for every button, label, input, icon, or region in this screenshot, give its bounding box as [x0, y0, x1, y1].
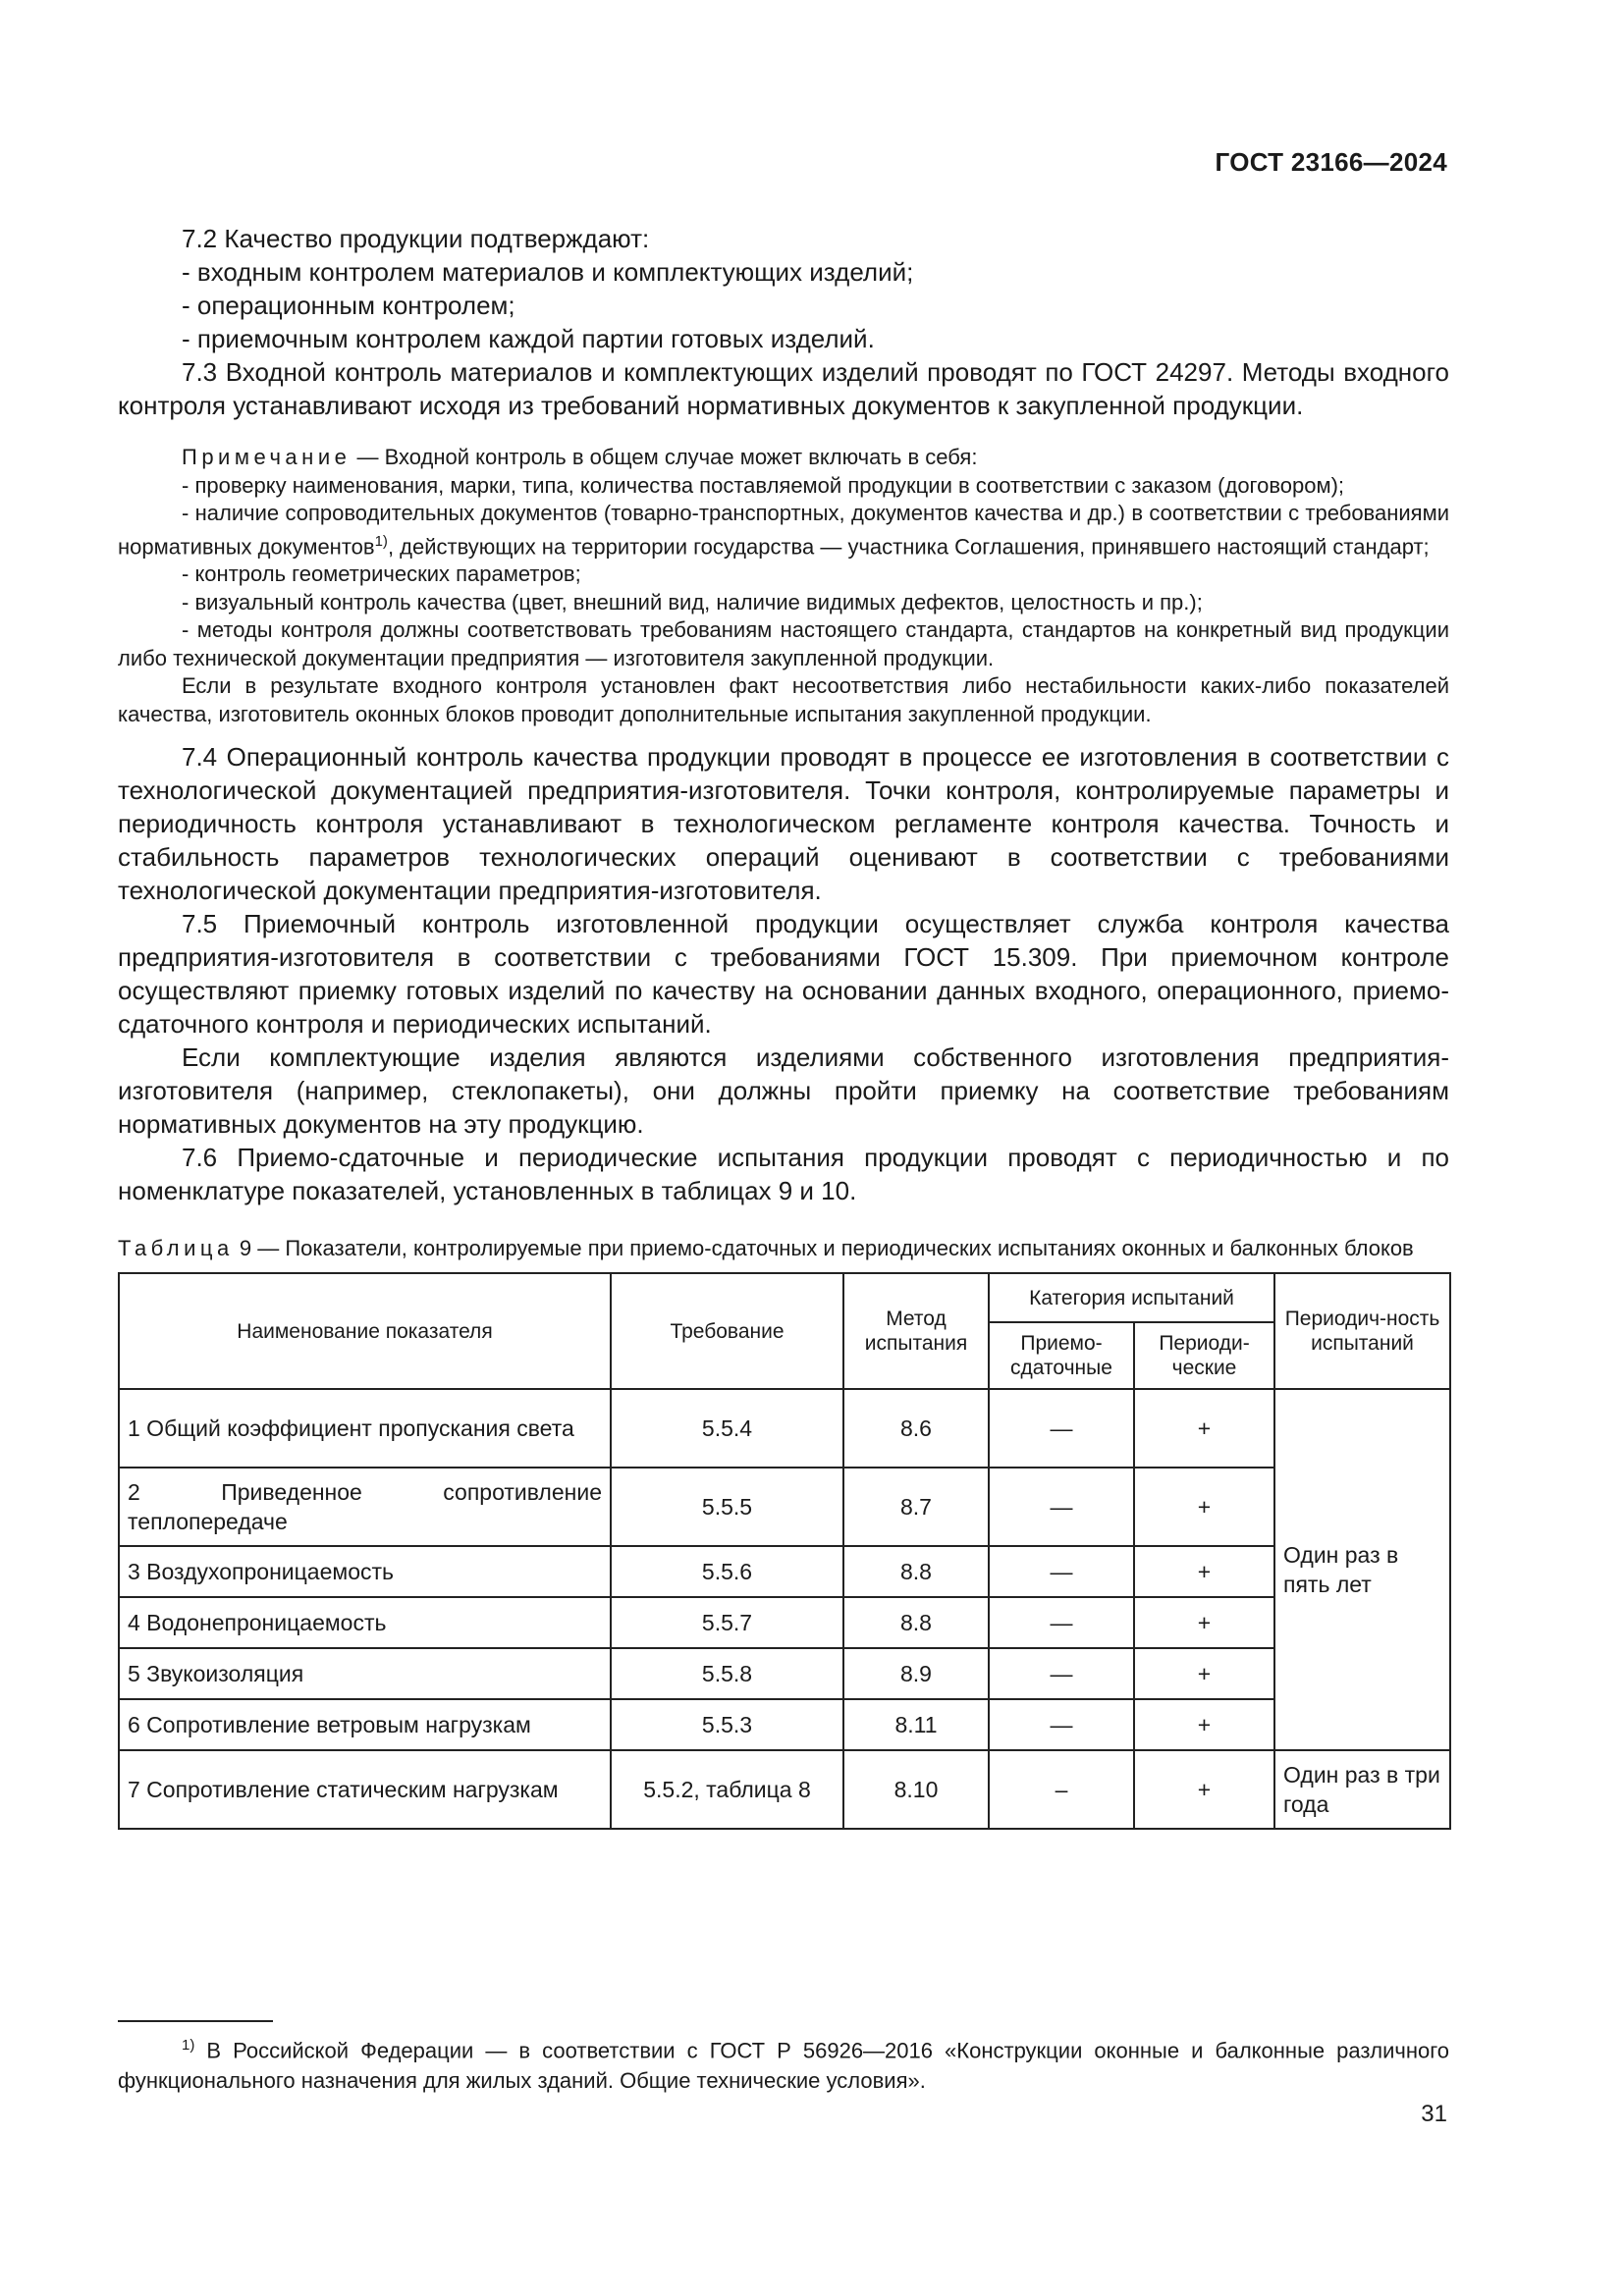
row-requirement: 5.5.5	[611, 1468, 843, 1546]
row-name	[119, 1468, 611, 1546]
row-name: 4 Водонепроницаемость	[119, 1597, 611, 1648]
document-number-header: ГОСТ 23166—2024	[1215, 147, 1447, 177]
row-requirement: 5.5.6	[611, 1546, 843, 1597]
section-7-6: 7.6 Приемо-сдаточные и периодические испытания продукции проводят с периодичностью и по номенклатуре показателей, установленных в таблицах 9 и 10.	[118, 1143, 1449, 1206]
page-body	[118, 222, 1449, 1830]
table-row	[119, 1699, 1450, 1750]
table-row	[119, 1648, 1450, 1699]
frequency-three-years-text: Один раз в три года	[1283, 1762, 1440, 1818]
row-method: 8.8	[843, 1597, 989, 1648]
note-item-1: - проверку наименования, марки, типа, количества поставляемой продукции в соответствии с заказом (договором);	[182, 472, 1345, 498]
note-intro	[118, 444, 1449, 472]
table-row	[119, 1468, 1450, 1546]
footnote-marker: 1)	[182, 2037, 195, 2054]
section-7-5-continued: Если комплектующие изделия являются изделиями собственного изготовления предприятия-изготовителя (например, стеклопакеты), они должны пройти приемку на соответствие требованиям нормативных документов на эту продукцию.	[118, 1042, 1449, 1140]
frequency-five-years	[1274, 1389, 1450, 1750]
section-7-3: 7.3 Входной контроль материалов и комплектующих изделий проводят по ГОСТ 24297. Методы входного контроля устанавливают исходя из требований нормативных документов к закупленной продукции.	[118, 357, 1449, 420]
header-acceptance: Приемо-сдаточные	[989, 1322, 1134, 1389]
row-method: 8.10	[843, 1750, 989, 1829]
row-name	[119, 1750, 611, 1829]
header-periodic: Периоди-ческие	[1134, 1322, 1274, 1389]
note-item-2	[118, 500, 1449, 561]
row-name: 6 Сопротивление ветровым нагрузкам	[119, 1699, 611, 1750]
row-periodic: +	[1134, 1597, 1274, 1648]
row-acceptance: —	[989, 1389, 1134, 1468]
row-requirement: 5.5.3	[611, 1699, 843, 1750]
row-method: 8.7	[843, 1468, 989, 1546]
table-row	[119, 1389, 1450, 1468]
header-test-category: Категория испытаний	[989, 1273, 1274, 1322]
header-requirement: Требование	[611, 1273, 843, 1389]
note-closing: Если в результате входного контроля установлен факт несоответствия либо нестабильности каких-либо показателей качества, изготовитель оконных блоков проводит дополнительные испытания закупленной продукции.	[118, 673, 1449, 726]
note-item-5: - методы контроля должны соответствовать требованиям настоящего стандарта, стандартов на конкретный вид продукции либо технической документации предприятия — изготовителя закупленной продукции.	[118, 617, 1449, 670]
row-requirement: 5.5.2, таблица 8	[611, 1750, 843, 1829]
row-acceptance: —	[989, 1468, 1134, 1546]
row-name: 5 Звукоизоляция	[119, 1648, 611, 1699]
table-9-caption-text: 9 — Показатели, контролируемые при приемо-сдаточных и периодических испытаниях оконных и балконных блоков	[233, 1236, 1414, 1261]
row-requirement: 5.5.7	[611, 1597, 843, 1648]
footnote	[118, 2030, 1449, 2096]
row-method: 8.11	[843, 1699, 989, 1750]
note-item-4: - визуальный контроль качества (цвет, внешний вид, наличие видимых дефектов, целостность и пр.);	[182, 589, 1203, 614]
row-periodic: +	[1134, 1699, 1274, 1750]
row-periodic: +	[1134, 1750, 1274, 1829]
section-7-2-item-2: - операционным контролем;	[182, 291, 515, 320]
frequency-five-years-text: Один раз в пять лет	[1283, 1542, 1399, 1598]
page-number: 31	[1421, 2101, 1447, 2127]
note-item-2-text: - наличие сопроводительных документов (товарно-транспортных, документов качества и др.) в соответствии с требованиями нормативных документов	[118, 501, 1449, 559]
row-periodic: +	[1134, 1389, 1274, 1468]
header-frequency: Периодич-ность испытаний	[1274, 1273, 1450, 1389]
row-method: 8.9	[843, 1648, 989, 1699]
row-name: 3 Воздухопроницаемость	[119, 1546, 611, 1597]
row-acceptance: —	[989, 1546, 1134, 1597]
table-9	[118, 1272, 1451, 1830]
table-9-caption	[118, 1235, 1449, 1262]
row-periodic: +	[1134, 1468, 1274, 1546]
row-requirement: 5.5.8	[611, 1648, 843, 1699]
footnote-separator	[118, 2020, 273, 2022]
row-name-text: 1 Общий коэффициент пропускания света	[128, 1415, 574, 1442]
frequency-three-years	[1274, 1750, 1450, 1829]
footnote-reference: 1)	[374, 532, 388, 550]
row-name-text: 2 Приведенное сопротивление теплопередаче	[128, 1479, 602, 1535]
section-7-5: 7.5 Приемочный контроль изготовленной продукции осуществляет служба контроля качества предприятия-изготовителя в соответствии с требованиями ГОСТ 15.309. При приемочном контроле осуществляют приемку готовых изделий по качеству на основании данных входного, операционного, приемо-сдаточного контроля и периодических испытаний.	[118, 909, 1449, 1040]
note-item-2-tail: , действующих на территории государства — участника Соглашения, принявшего настоящий стандарт;	[387, 533, 1430, 559]
row-periodic: +	[1134, 1648, 1274, 1699]
note-label: Примечание	[182, 445, 352, 469]
row-requirement: 5.5.4	[611, 1389, 843, 1468]
section-7-2-item-1: - входным контролем материалов и комплектующих изделий;	[182, 257, 914, 287]
row-method: 8.6	[843, 1389, 989, 1468]
header-indicator-name: Наименование показателя	[119, 1273, 611, 1389]
note-intro-text: — Входной контроль в общем случае может включать в себя:	[351, 445, 978, 469]
row-name	[119, 1389, 611, 1468]
row-method: 8.8	[843, 1546, 989, 1597]
row-periodic: +	[1134, 1546, 1274, 1597]
row-acceptance: —	[989, 1699, 1134, 1750]
row-acceptance: –	[989, 1750, 1134, 1829]
table-row	[119, 1597, 1450, 1648]
section-7-4: 7.4 Операционный контроль качества продукции проводят в процессе ее изготовления в соответствии с технологической документацией предприятия-изготовителя. Точки контроля, контролируемые параметры и периодичность контроля устанавливают в технологическом регламенте контроля качества. Точность и стабильность параметров технологических операций оценивают в соответствии с требованиями технологической документации предприятия-изготовителя.	[118, 742, 1449, 906]
row-acceptance: —	[989, 1597, 1134, 1648]
table-row	[119, 1546, 1450, 1597]
row-acceptance: —	[989, 1648, 1134, 1699]
footnote-text: В Российской Федерации — в соответствии с ГОСТ Р 56926—2016 «Конструкции оконные и балконные различного функционального назначения для жилых зданий. Общие технические условия».	[118, 2038, 1449, 2094]
note-item-3: - контроль геометрических параметров;	[182, 561, 581, 587]
section-7-2-item-3: - приемочным контролем каждой партии готовых изделий.	[182, 324, 875, 353]
row-name-text: 7 Сопротивление статическим нагрузкам	[128, 1777, 559, 1803]
table-9-label: Таблица	[118, 1236, 234, 1261]
header-test-method: Метод испытания	[843, 1273, 989, 1389]
table-row	[119, 1750, 1450, 1829]
note-block	[118, 444, 1449, 728]
section-7-2-lead: 7.2 Качество продукции подтверждают:	[182, 224, 650, 253]
